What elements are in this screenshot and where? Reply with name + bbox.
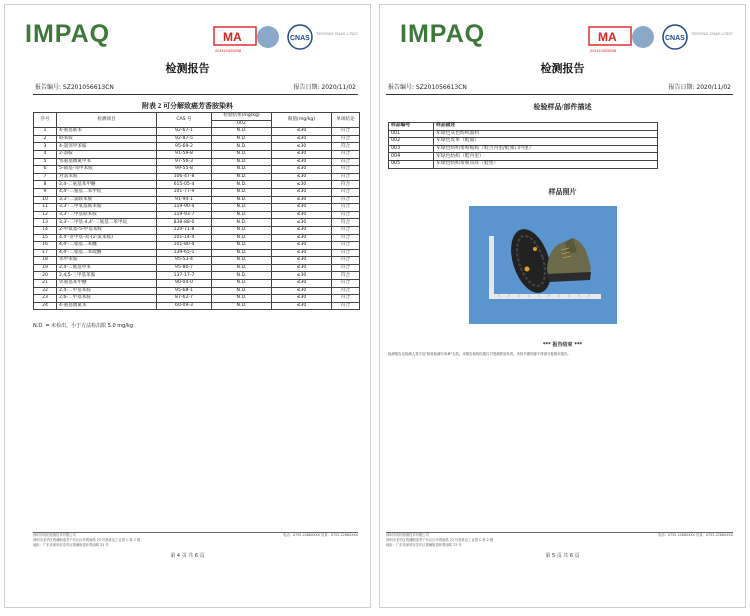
cell-result: N.D. (212, 166, 272, 174)
cell-desc: 军绿色纺织带和贴标（鞋舌内里/鞋领口内里） (434, 145, 658, 153)
col-result: 检验结果(mg/kg) (212, 113, 272, 121)
cell-no: 17 (34, 249, 57, 257)
cell-cas: 139-65-1 (157, 249, 212, 257)
table-row (34, 287, 360, 295)
table-row (34, 264, 360, 272)
cell-limit: ≤30 (272, 181, 332, 189)
cell-item: 4-氨基偶氮苯 (57, 302, 157, 310)
cell-result: N.D. (212, 272, 272, 280)
cell-result: N.D. (212, 264, 272, 272)
cell-item: 邻氨基偶氮甲苯 (57, 158, 157, 166)
parts-table (388, 122, 658, 169)
table-row (34, 249, 360, 257)
parts-row (389, 130, 658, 138)
parts-header-row (389, 123, 658, 131)
disclaimer-text: 检测报告无检测人签字及"检验检测专用章"无效。本报告检验结果仅对受测样品负责。未经书面同意不得部分复制本报告。 (388, 352, 571, 356)
cell-no: 10 (34, 196, 57, 204)
cell-cas: 92-67-1 (157, 128, 212, 136)
cell-limit: ≤30 (272, 173, 332, 181)
table-body (34, 128, 360, 310)
cell-item: 3,3'-二甲基联苯胺 (57, 211, 157, 219)
footer-address: 深圳市龙华区观澜街道君子布社区环观南路 23 号凯豪达工业园 C 栋 2 楼 (33, 538, 141, 542)
cell-limit: ≤30 (272, 196, 332, 204)
cell-result: N.D. (212, 249, 272, 257)
cell-cas: 60-09-3 (157, 302, 212, 310)
footer-tel: 电话：0755-2266XXXX (283, 533, 321, 537)
cma-number: 201119325998 (590, 48, 617, 53)
cell-conclusion: 符合 (332, 211, 360, 219)
cell-conclusion: 符合 (332, 287, 360, 295)
cell-item: 联苯胺 (57, 135, 157, 143)
cell-item: 邻氨基苯甲醚 (57, 280, 157, 288)
cell-no: 7 (34, 173, 57, 181)
table-row (34, 128, 360, 136)
cell-cas: 99-55-8 (157, 166, 212, 174)
cell-result: N.D. (212, 295, 272, 303)
cell-item: 4,4'-二氨基二苯甲烷 (57, 188, 157, 196)
cell-limit: ≤30 (272, 188, 332, 196)
cell-limit: ≤30 (272, 143, 332, 151)
cell-conclusion: 符合 (332, 219, 360, 227)
cell-conclusion: 符合 (332, 234, 360, 242)
parts-row (389, 145, 658, 153)
accreditation-marks (587, 17, 737, 59)
cell-no: 14 (34, 226, 57, 234)
cell-item: 4,4'-亚甲基-双-(2-氯苯胺) (57, 234, 157, 242)
footer-fax: 传真：0755-2266XXXX (696, 533, 733, 537)
table-title: 附表 2 可分解致癌芳香胺染料 (142, 102, 233, 110)
cell-item: 3,3'-二甲氧基联苯胺 (57, 204, 157, 212)
table-row (34, 173, 360, 181)
cell-result: N.D. (212, 196, 272, 204)
report-date: 报告日期: 2020/11/02 (668, 84, 731, 91)
cell-cas: 91-59-8 (157, 150, 212, 158)
cell-no: 6 (34, 166, 57, 174)
cell-result: N.D. (212, 173, 272, 181)
col-limit: 限值(mg/kg) (272, 113, 332, 128)
cell-cas: 95-53-4 (157, 257, 212, 265)
cell-cas: 92-87-5 (157, 135, 212, 143)
cnas-label: TESTING CNAS L7527 (691, 31, 733, 36)
report-title: 检测报告 (165, 63, 210, 75)
cell-limit: ≤30 (272, 257, 332, 265)
table-row (34, 196, 360, 204)
cell-no: 23 (34, 295, 57, 303)
col-sample-desc: 样品描述 (434, 123, 658, 131)
table-row (34, 135, 360, 143)
report-number: 报告编号: SZ201056613CN (388, 84, 467, 91)
table-row (34, 302, 360, 310)
cell-result: N.D. (212, 219, 272, 227)
table-row (34, 226, 360, 234)
cell-cas: 101-14-4 (157, 234, 212, 242)
parts-row (389, 138, 658, 146)
cell-conclusion: 符合 (332, 158, 360, 166)
page-number: 第 4 页 共 6 页 (170, 553, 205, 559)
cell-result: N.D. (212, 143, 272, 151)
table-row (34, 143, 360, 151)
cell-cas: 97-56-3 (157, 158, 212, 166)
cell-no: 18 (34, 257, 57, 265)
cell-item: 2,4,5-三甲基苯胺 (57, 272, 157, 280)
cell-limit: ≤30 (272, 295, 332, 303)
col-conclusion: 单项结论 (332, 113, 360, 128)
table-row (34, 188, 360, 196)
cell-limit: ≤30 (272, 264, 332, 272)
cell-cas: 95-80-7 (157, 264, 212, 272)
cell-conclusion: 符合 (332, 173, 360, 181)
sample-photo (469, 206, 617, 324)
report-end-mark: *** 报告结束 *** (542, 342, 583, 348)
cell-cas: 838-88-0 (157, 219, 212, 227)
cell-limit: ≤30 (272, 280, 332, 288)
cell-cas: 120-71-8 (157, 226, 212, 234)
cell-limit: ≤30 (272, 128, 332, 136)
cell-no: 19 (34, 264, 57, 272)
cell-no: 21 (34, 280, 57, 288)
cell-result: N.D. (212, 158, 272, 166)
cell-item: 3,3'-二氯联苯胺 (57, 196, 157, 204)
cell-no: 1 (34, 128, 57, 136)
cell-cas: 95-69-2 (157, 143, 212, 151)
photo-title: 样品照片 (548, 188, 577, 196)
cell-result: N.D. (212, 287, 272, 295)
col-no: 序号 (34, 113, 57, 128)
cell-conclusion: 符合 (332, 150, 360, 158)
cell-cas: 119-90-4 (157, 204, 212, 212)
cell-item: 邻甲苯胺 (57, 257, 157, 265)
parts-body (389, 130, 658, 168)
cell-limit: ≤30 (272, 219, 332, 227)
report-meta (388, 82, 731, 92)
cell-no: 12 (34, 211, 57, 219)
cell-item: 3,3'-二甲基-4,4'-二氨基二苯甲烷 (57, 219, 157, 227)
brand-logo: IMPAQ (400, 20, 486, 48)
cell-cas: 101-77-9 (157, 188, 212, 196)
cell-desc: 军绿色皮革（鞋面） (434, 138, 658, 146)
shoe-image (469, 206, 617, 324)
cell-result: N.D. (212, 234, 272, 242)
cell-limit: ≤30 (272, 242, 332, 250)
table-row (34, 166, 360, 174)
cell-result: N.D. (212, 128, 272, 136)
cell-cas: 87-62-7 (157, 295, 212, 303)
cell-result: N.D. (212, 280, 272, 288)
cell-cas: 615-05-4 (157, 181, 212, 189)
ilac-mra-icon (632, 26, 654, 48)
table-row (34, 234, 360, 242)
cell-result: N.D. (212, 226, 272, 234)
table-row (34, 280, 360, 288)
cell-limit: ≤30 (272, 249, 332, 257)
cell-conclusion: 符合 (332, 242, 360, 250)
cell-limit: ≤30 (272, 272, 332, 280)
report-title: 检测报告 (540, 63, 585, 75)
cell-no: 5 (34, 158, 57, 166)
cell-item: 2,4-二甲基苯胺 (57, 287, 157, 295)
cell-no: 001 (389, 130, 434, 138)
footer-tel: 电话：0755-2266XXXX (658, 533, 696, 537)
cell-result: N.D. (212, 181, 272, 189)
cell-no: 005 (389, 160, 434, 168)
divider (386, 94, 733, 95)
ilac-mra-icon (257, 26, 279, 48)
table-row (34, 150, 360, 158)
cell-no: 004 (389, 153, 434, 161)
table-row (34, 242, 360, 250)
cell-result: N.D. (212, 302, 272, 310)
table-row (34, 181, 360, 189)
cell-conclusion: 符合 (332, 166, 360, 174)
cell-conclusion: 符合 (332, 196, 360, 204)
table-row (34, 204, 360, 212)
ruler-horizontal (489, 294, 601, 299)
cell-limit: ≤30 (272, 158, 332, 166)
cell-item: 2,4-二氨基甲苯 (57, 264, 157, 272)
cell-cas: 106-47-8 (157, 173, 212, 181)
cell-item: 2-萘胺 (57, 150, 157, 158)
parts-row (389, 160, 658, 168)
cell-conclusion: 符合 (332, 272, 360, 280)
ruler-vertical (489, 236, 494, 299)
cma-text: MA (598, 30, 617, 44)
table-row (34, 211, 360, 219)
cell-result: N.D. (212, 257, 272, 265)
parts-row (389, 153, 658, 161)
cell-no: 11 (34, 204, 57, 212)
table-row (34, 295, 360, 303)
table-footnote: N.D. = 未检出，小于方法检出限 5.0 mg/kg (33, 323, 134, 329)
cell-no: 3 (34, 143, 57, 151)
cell-no: 8 (34, 181, 57, 189)
col-cas: CAS 号 (157, 113, 212, 128)
cell-cas: 119-93-7 (157, 211, 212, 219)
cell-conclusion: 符合 (332, 249, 360, 257)
cell-cas: 101-80-4 (157, 242, 212, 250)
cma-number: 201119325998 (215, 48, 242, 53)
section-title: 检验样品/部件描述 (533, 103, 592, 111)
footer-address-2: 地址：广东省深圳市龙华区观澜街道环观南路 23 号 (386, 543, 462, 547)
cell-limit: ≤30 (272, 302, 332, 310)
cell-conclusion: 符合 (332, 295, 360, 303)
cell-item: 对氯苯胺 (57, 173, 157, 181)
cell-conclusion: 符合 (332, 226, 360, 234)
cell-no: 24 (34, 302, 57, 310)
cnas-label: TESTING CNAS L7527 (316, 31, 358, 36)
report-page-left (4, 4, 371, 608)
cell-desc: 军绿色纺织带和吊环（鞋垫） (434, 160, 658, 168)
cell-conclusion: 符合 (332, 128, 360, 136)
table-row (34, 219, 360, 227)
cell-item: 5-硝基-邻甲苯胺 (57, 166, 157, 174)
cell-no: 22 (34, 287, 57, 295)
accreditation-marks (212, 17, 362, 59)
cell-limit: ≤30 (272, 166, 332, 174)
cell-conclusion: 符合 (332, 264, 360, 272)
cell-result: N.D. (212, 150, 272, 158)
cell-result: N.D. (212, 188, 272, 196)
report-page-right (379, 4, 746, 608)
table-row (34, 257, 360, 265)
page-footer (33, 532, 358, 548)
col-result-sample: 002 (212, 120, 272, 128)
cell-item: 4-氨基联苯 (57, 128, 157, 136)
cell-cas: 95-68-1 (157, 287, 212, 295)
footer-contact (283, 533, 358, 538)
cell-no: 15 (34, 234, 57, 242)
cell-no: 9 (34, 188, 57, 196)
cell-result: N.D. (212, 242, 272, 250)
cell-limit: ≤30 (272, 204, 332, 212)
cell-limit: ≤30 (272, 150, 332, 158)
cell-no: 003 (389, 145, 434, 153)
cell-result: N.D. (212, 211, 272, 219)
cell-limit: ≤30 (272, 211, 332, 219)
aromatic-amine-table (33, 112, 360, 310)
cell-no: 16 (34, 242, 57, 250)
footer-address: 深圳市龙华区观澜街道君子布社区环观南路 23 号凯豪达工业园 C 栋 2 楼 (386, 538, 494, 542)
divider (33, 94, 358, 95)
cell-item: 4,4'-二氨基二苯硫醚 (57, 249, 157, 257)
brand-logo: IMPAQ (25, 20, 111, 48)
cell-desc: 军绿色灰色纺织面料 (434, 130, 658, 138)
table-row (34, 158, 360, 166)
cell-no: 002 (389, 138, 434, 146)
footer-company: 深圳市英柏检测技术有限公司 (33, 533, 76, 537)
col-item: 检测项目 (57, 113, 157, 128)
cell-no: 13 (34, 219, 57, 227)
cell-conclusion: 符合 (332, 135, 360, 143)
page-number: 第 5 页 共 6 页 (545, 553, 580, 559)
cell-no: 4 (34, 150, 57, 158)
footer-fax: 传真：0755-2266XXXX (321, 533, 358, 537)
cell-desc: 军绿色纺织（鞋内里） (434, 153, 658, 161)
cell-item: 2-甲氧基-5-甲基苯胺 (57, 226, 157, 234)
cell-limit: ≤30 (272, 234, 332, 242)
report-meta (35, 82, 356, 92)
cell-item: 2,4-二氨基苯甲醚 (57, 181, 157, 189)
cell-limit: ≤30 (272, 226, 332, 234)
footer-contact (658, 533, 733, 538)
cell-limit: ≤30 (272, 287, 332, 295)
footer-company: 深圳市英柏检测技术有限公司 (386, 533, 429, 537)
col-sample-no: 样品编号 (389, 123, 434, 131)
cell-conclusion: 符合 (332, 280, 360, 288)
cnas-text: CNAS (290, 35, 310, 42)
cell-conclusion: 符合 (332, 204, 360, 212)
cnas-text: CNAS (665, 35, 685, 42)
cell-item: 4-氯邻甲苯胺 (57, 143, 157, 151)
cell-cas: 91-94-1 (157, 196, 212, 204)
cell-conclusion: 符合 (332, 188, 360, 196)
cell-conclusion: 符合 (332, 257, 360, 265)
footer-address-2: 地址：广东省深圳市龙华区观澜街道环观南路 23 号 (33, 543, 109, 547)
cell-cas: 137-17-7 (157, 272, 212, 280)
cell-conclusion: 符合 (332, 143, 360, 151)
cell-item: 4,4'-二氨基二苯醚 (57, 242, 157, 250)
table-header-row (34, 113, 360, 121)
table-row (34, 272, 360, 280)
cell-no: 20 (34, 272, 57, 280)
cell-limit: ≤30 (272, 135, 332, 143)
report-date: 报告日期: 2020/11/02 (293, 84, 356, 91)
cell-conclusion: 符合 (332, 181, 360, 189)
cell-result: N.D. (212, 135, 272, 143)
cma-text: MA (223, 30, 242, 44)
cell-result: N.D. (212, 204, 272, 212)
cell-conclusion: 符合 (332, 302, 360, 310)
cell-cas: 90-04-0 (157, 280, 212, 288)
page-footer (386, 532, 733, 548)
cell-no: 2 (34, 135, 57, 143)
report-number: 报告编号: SZ201056613CN (35, 84, 114, 91)
cell-item: 2,6-二甲基苯胺 (57, 295, 157, 303)
